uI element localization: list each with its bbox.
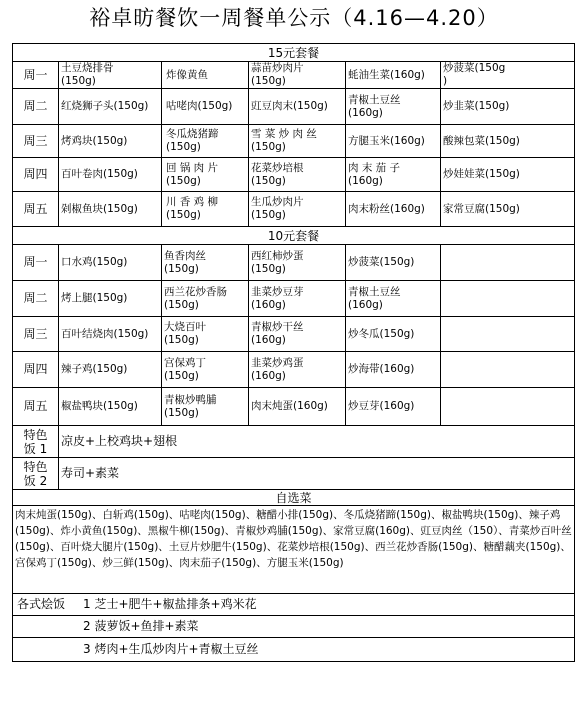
dish-weight: (150g) [164, 262, 199, 275]
dish-weight: (150g) [251, 262, 286, 275]
dish-cell [249, 245, 346, 281]
dish-name: 肉末炖蛋(160g) [251, 400, 328, 412]
dish-weight: (160g) [251, 298, 286, 311]
dish-cell [346, 388, 441, 426]
dish-cell [162, 125, 249, 158]
rice-cell [13, 594, 575, 616]
dish-name: 西兰花炒香肠 [164, 285, 227, 298]
dish-name: 百叶卷肉(150g) [61, 168, 138, 180]
dish-cell [249, 352, 346, 388]
dish-name: 炒菠菜(150g) [348, 256, 415, 268]
menu-table [12, 43, 575, 662]
dish-name: 鱼香肉丝 [164, 249, 206, 262]
set10-row [13, 352, 575, 388]
rice-label: 各式烩饭 [17, 597, 66, 611]
set10-header: 10元套餐 [13, 227, 575, 245]
dish-cell [346, 317, 441, 352]
dish-weight: (150g) [164, 298, 199, 311]
empty-cell [441, 352, 575, 388]
set10-row [13, 281, 575, 317]
dish-cell [249, 158, 346, 192]
dish-name: 回 锅 肉 片 [166, 161, 219, 174]
page-title: 裕卓昉餐饮一周餐单公示（4.16—4.20） [89, 6, 499, 30]
optional-list: 肉末炖蛋(150g)、白斩鸡(150g)、咕咾肉(150g)、糖醋小排(150g)、冬瓜烧猪蹄(150g)、椒盐鸭块(150g)、辣子鸡(150g)、炸小黄鱼(150g)、黑椒牛柳(150g)、青椒炒鸡脯(150g)、家常豆腐(160g)、豇豆肉丝（150）、青菜炒百叶丝(150g)、百叶烧大腿片(150g)、土豆片炒肥牛(150g)、花菜炒培根(150g)、西兰花炒香肠(150g)、糖醋藕夹(150g)、宫保鸡丁(150g)、炒三鲜(150g)、肉末茄子(150g)、方腿玉米(150g) [13, 506, 575, 594]
dish-cell [59, 62, 162, 89]
dish-cell [346, 125, 441, 158]
rice-item: 2 菠萝饭+鱼排+素菜 [83, 619, 199, 633]
rice-item: 3 烤肉+生瓜炒肉片+青椒土豆丝 [83, 642, 259, 656]
set15-row [13, 62, 575, 89]
dish-cell [59, 192, 162, 227]
dish-weight: (150g) [166, 141, 201, 153]
dish-weight: ) [443, 75, 448, 87]
rice-row [13, 616, 575, 638]
dish-weight: (160g) [348, 298, 383, 311]
dish-weight: (150g) [251, 209, 286, 221]
dish-name: 口水鸡(150g) [61, 256, 128, 268]
special-row [13, 458, 575, 490]
dish-cell [346, 281, 441, 317]
dish-weight: (160g) [348, 106, 383, 119]
dish-weight: (150g) [164, 334, 199, 346]
dish-cell [59, 125, 162, 158]
dish-name: 川 香 鸡 柳 [166, 196, 219, 208]
dish-name: 炒菠菜(150g [443, 62, 506, 74]
dish-cell [249, 388, 346, 426]
rice-item: 1 芝士+肥牛+椒盐排条+鸡米花 [83, 597, 257, 611]
dish-weight: (150g) [166, 174, 201, 187]
dish-weight: (150g) [166, 209, 201, 221]
dish-cell [162, 317, 249, 352]
dish-name: 豇豆肉末(150g) [251, 100, 328, 112]
rice-cell [13, 616, 575, 638]
dish-name: 大烧百叶 [164, 321, 206, 333]
special-row [13, 426, 575, 458]
dish-cell [59, 317, 162, 352]
dish-weight: (160g) [348, 174, 383, 187]
set10-row [13, 317, 575, 352]
day-label: 周五 [13, 388, 59, 426]
dish-cell [59, 388, 162, 426]
dish-cell [162, 245, 249, 281]
dish-name: 百叶结烧肉(150g) [61, 327, 149, 340]
dish-weight: (150g) [251, 141, 286, 153]
dish-name: 青椒炒干丝 [251, 321, 304, 333]
empty-cell [441, 388, 575, 426]
rice-cell [13, 638, 575, 662]
dish-name: 烤上腿(150g) [61, 292, 128, 304]
optional-header: 自选菜 [13, 490, 575, 506]
dish-cell [162, 388, 249, 426]
special-label-line2: 饭 2 [23, 473, 48, 488]
dish-weight: (150g) [164, 406, 199, 419]
dish-name: 剁椒鱼块(150g) [61, 202, 138, 215]
dish-name: 肉末粉丝(160g) [348, 202, 425, 215]
day-label: 周四 [13, 158, 59, 192]
day-label: 周三 [13, 125, 59, 158]
dish-name: 雪 菜 炒 肉 丝 [251, 128, 317, 140]
dish-name: 蚝油生菜(160g) [348, 68, 425, 81]
dish-name: 家常豆腐(150g) [443, 202, 520, 215]
dish-cell [59, 352, 162, 388]
dish-cell [162, 352, 249, 388]
dish-cell [59, 89, 162, 125]
dish-name: 蒜苗炒肉片 [251, 62, 304, 74]
set10-row [13, 388, 575, 426]
dish-name: 青椒土豆丝 [348, 93, 401, 106]
dish-cell [346, 245, 441, 281]
dish-name: 酸辣包菜(150g) [443, 134, 520, 147]
day-label: 周一 [13, 245, 59, 281]
empty-cell [441, 317, 575, 352]
dish-cell [59, 245, 162, 281]
dish-weight: (150g) [251, 75, 286, 87]
dish-cell [249, 192, 346, 227]
set15-row [13, 192, 575, 227]
rice-row [13, 638, 575, 662]
dish-name: 炒韭菜(150g) [443, 100, 510, 112]
rice-row [13, 594, 575, 616]
set15-row [13, 158, 575, 192]
dish-name: 炒海带(160g) [348, 363, 415, 375]
dish-cell [162, 281, 249, 317]
dish-weight: (150g) [61, 75, 96, 87]
set15-row [13, 89, 575, 125]
day-label: 周二 [13, 281, 59, 317]
dish-weight: (160g) [251, 369, 286, 382]
dish-cell [441, 62, 575, 89]
dish-cell [59, 158, 162, 192]
dish-cell [162, 89, 249, 125]
dish-weight: (150g) [164, 369, 199, 382]
dish-name: 烤鸡块(150g) [61, 134, 128, 147]
day-label: 周二 [13, 89, 59, 125]
dish-cell [59, 281, 162, 317]
day-label: 周一 [13, 62, 59, 89]
dish-name: 椒盐鸭块(150g) [61, 400, 138, 412]
dish-name: 青椒土豆丝 [348, 285, 401, 298]
day-label: 周四 [13, 352, 59, 388]
dish-cell [162, 192, 249, 227]
special-label-line1: 特色 [23, 459, 48, 474]
dish-cell [346, 62, 441, 89]
dish-name: 红烧狮子头(150g) [61, 100, 149, 112]
special-label-line2: 饭 1 [23, 441, 48, 456]
dish-name: 肉 末 茄 子 [348, 161, 401, 174]
dish-cell [346, 158, 441, 192]
dish-cell [162, 62, 249, 89]
dish-weight: (150g) [251, 174, 286, 187]
dish-name: 韭菜炒豆芽 [251, 285, 304, 298]
empty-cell [441, 281, 575, 317]
dish-cell [346, 192, 441, 227]
dish-cell [249, 62, 346, 89]
dish-name: 冬瓜烧猪蹄 [166, 128, 219, 140]
dish-cell [346, 352, 441, 388]
dish-name: 方腿玉米(160g) [348, 134, 425, 147]
dish-weight: (160g) [251, 334, 286, 346]
dish-name: 青椒炒鸭脯 [164, 393, 217, 406]
empty-cell [441, 245, 575, 281]
dish-cell [162, 158, 249, 192]
dish-name: 炒豆芽(160g) [348, 400, 415, 412]
dish-name: 韭菜炒鸡蛋 [251, 356, 304, 369]
dish-name: 炸像黄鱼 [166, 68, 208, 81]
dish-cell [249, 125, 346, 158]
dish-name: 炒娃娃菜(150g) [443, 168, 520, 180]
special-label [13, 458, 59, 490]
dish-name: 西红柿炒蛋 [251, 249, 304, 262]
dish-cell [249, 89, 346, 125]
dish-cell [441, 125, 575, 158]
special-label-line1: 特色 [23, 427, 48, 442]
set10-row [13, 245, 575, 281]
dish-name: 辣子鸡(150g) [61, 363, 128, 375]
dish-cell [249, 317, 346, 352]
dish-cell [441, 192, 575, 227]
dish-cell [441, 158, 575, 192]
dish-name: 炒冬瓜(150g) [348, 327, 415, 340]
special-text: 凉皮+上校鸡块+翅根 [59, 426, 575, 458]
dish-cell [249, 281, 346, 317]
dish-name: 土豆烧排骨 [61, 62, 114, 74]
day-label: 周三 [13, 317, 59, 352]
dish-cell [441, 89, 575, 125]
special-text: 寿司+素菜 [59, 458, 575, 490]
dish-name: 花菜炒培根 [251, 161, 304, 174]
dish-name: 宫保鸡丁 [164, 356, 206, 369]
dish-name: 咕咾肉(150g) [166, 100, 233, 112]
special-label [13, 426, 59, 458]
set15-row [13, 125, 575, 158]
dish-name: 生瓜炒肉片 [251, 196, 304, 208]
dish-cell [346, 89, 441, 125]
day-label: 周五 [13, 192, 59, 227]
set15-header: 15元套餐 [13, 44, 575, 62]
